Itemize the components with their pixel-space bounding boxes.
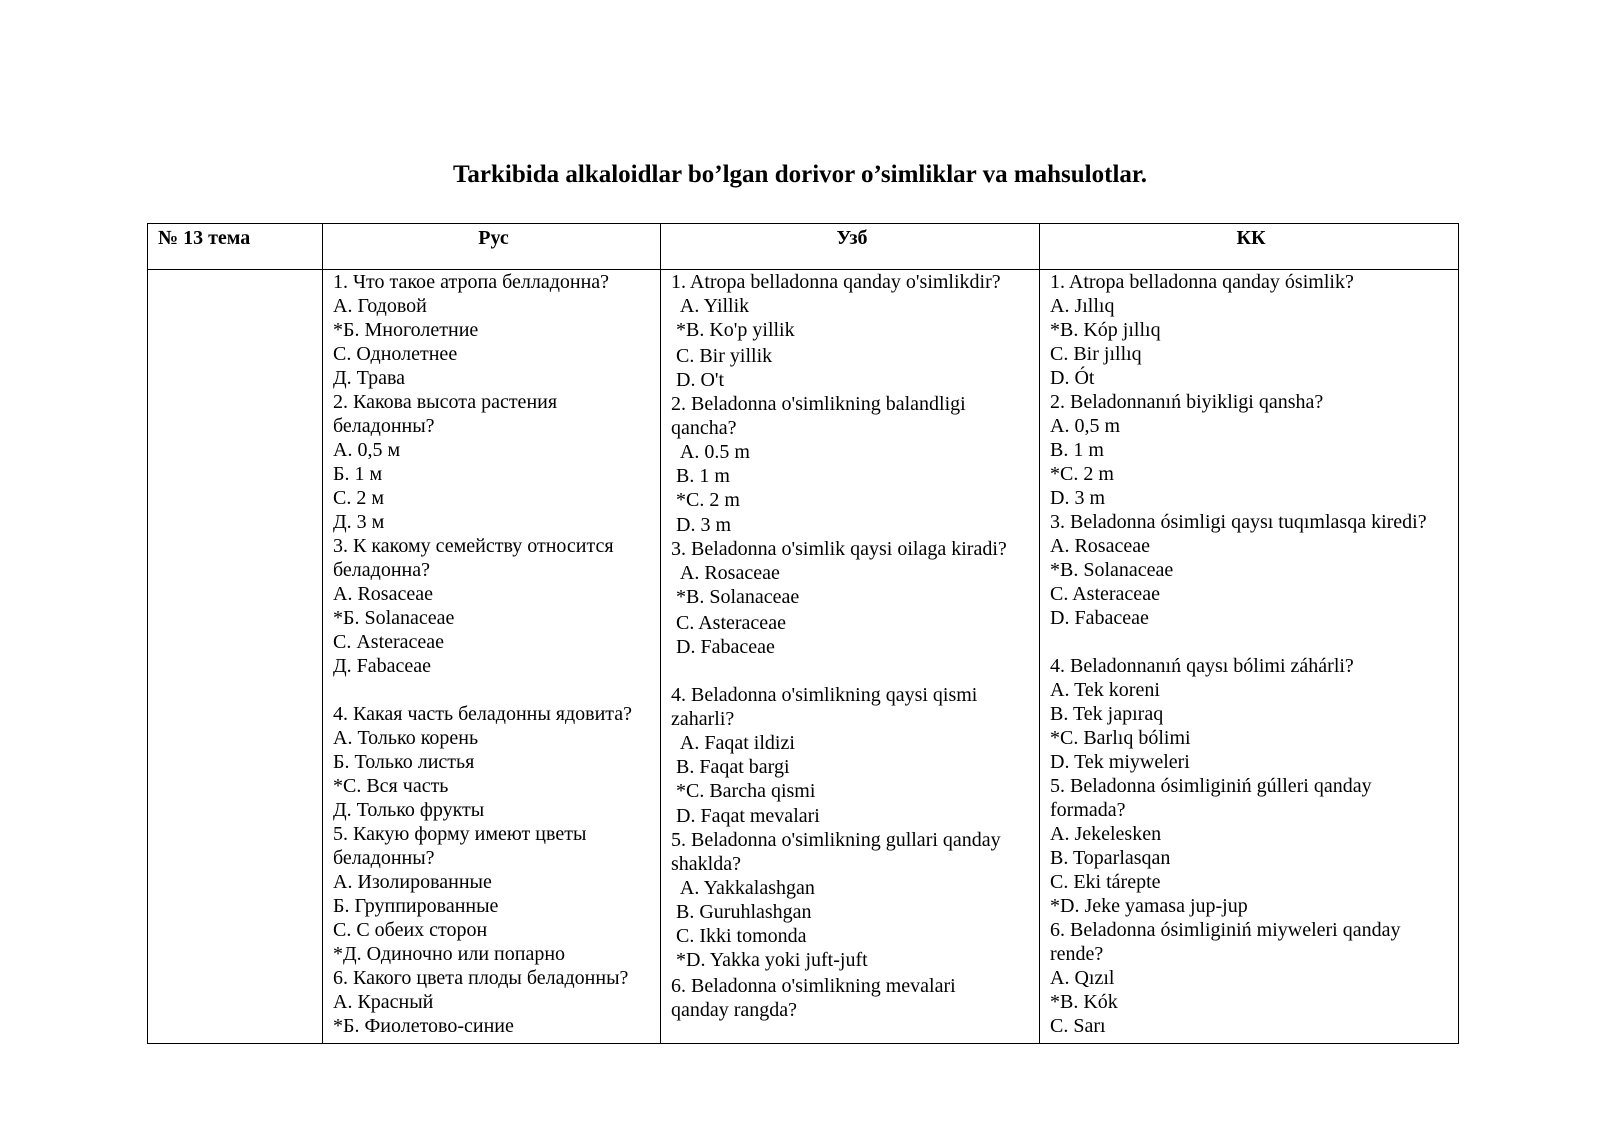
answer-option: Д. Трава [333,367,406,389]
answer-option: B. Toparlasqan [1050,847,1171,869]
answer-option: A. Rosaceae [671,562,780,584]
question-line: 5. Beladonna ósimliginiń gúlleri qanday [1050,775,1372,797]
answer-option: *D. Jeke yamasa jup-jup [1050,895,1248,917]
answer-option: B. 1 m [671,464,730,487]
question-line: 2. Какова высота растения [333,391,558,413]
question-line: 5. Какую форму имеют цветы [333,823,587,845]
answer-option: B. Faqat bargi [671,755,790,778]
answer-option: A. Yillik [671,295,750,317]
question-line: 6. Beladonna o'simlikning mevalari [671,974,956,997]
answer-option: D. 3 m [671,514,731,536]
answer-option: А. 0,5 м [333,439,401,461]
blank-line [1050,630,1452,654]
question-line: 1. Atropa belladonna qanday ósimlik? [1050,271,1354,293]
answer-option: rende? [1050,943,1104,965]
answer-option: C. Eki tárepte [1050,871,1161,893]
question-line: 1. Что такое атропа белладонна? [333,271,610,293]
table-body-row [148,270,1459,1044]
table-header-row [148,224,1459,270]
answer-option: D. Tek miyweleri [1050,751,1190,773]
answer-option: C. Ikki tomonda [671,925,807,947]
answer-option: А. Изолированные [333,871,492,893]
kk-column-cell [1040,270,1459,1044]
answer-option: D. Fabaceae [1050,607,1149,629]
answer-option: *B. Kóp jıllıq [1050,319,1161,341]
answer-option: *C. 2 m [671,488,740,511]
answer-option: A. Jekelesken [1050,823,1162,845]
answer-option: A. 0,5 m [1050,415,1120,437]
question-line: 4. Какая часть беладонны ядовита? [333,703,633,725]
answer-option: A. 0.5 m [671,440,750,463]
answer-option: беладонны? [333,415,435,437]
answer-option: A. Jıllıq [1050,295,1115,317]
answer-option: *С. Вся часть [333,775,449,797]
answer-option: C. Bir yillik [671,344,773,367]
answer-option: А. Красный [333,991,434,1013]
answer-option: C. Asteraceae [671,611,786,634]
rus-question-list [333,270,654,1038]
answer-option: A. Faqat ildizi [671,731,795,754]
topic-cell [148,270,323,1044]
blank-line [333,678,654,702]
answer-option: D. Fabaceae [671,635,775,658]
questions-table [147,223,1459,1044]
answer-option: С. 2 м [333,487,384,509]
header-uzb: Узб [661,224,1040,270]
answer-option: B. Tek japıraq [1050,703,1164,725]
answer-option: *B. Solanaceae [671,586,800,608]
question-line: 6. Какого цвета плоды беладонны? [333,967,629,989]
blank-line [671,659,1033,683]
answer-option: *Б. Фиолетово-синие [333,1015,514,1037]
answer-option: Д. Только фрукты [333,799,485,821]
answer-option: formada? [1050,799,1126,821]
answer-option: Б. 1 м [333,463,383,485]
answer-option: zaharli? [671,707,735,730]
answer-option: B. Guruhlashgan [671,901,812,923]
answer-option: беладонна? [333,559,430,581]
answer-option: *B. Solanaceae [1050,559,1174,581]
answer-option: qancha? [671,416,737,439]
answer-option: *Б. Solanaceae [333,607,455,629]
uzb-question-list [671,270,1033,1022]
answer-option: A. Yakkalashgan [671,877,815,899]
header-kk: КК [1040,224,1459,270]
answer-option: C. Asteraceae [1050,583,1160,605]
answer-option: А. Только корень [333,727,479,749]
answer-option: qanday rangda? [671,998,798,1021]
answer-option: Б. Группированные [333,895,499,917]
answer-option: shaklda? [671,853,741,875]
rus-column-cell [323,270,661,1044]
answer-option: *C. 2 m [1050,463,1114,485]
answer-option: Д. 3 м [333,511,385,533]
answer-option: *C. Barlıq bólimi [1050,727,1191,749]
answer-option: A. Qızıl [1050,967,1115,989]
question-line: 2. Beladonnanıń biyikligi qansha? [1050,391,1324,413]
answer-option: *B. Ko'p yillik [671,319,795,341]
kk-question-list [1050,270,1452,1038]
question-line: 6. Beladonna ósimliginiń miyweleri qanday [1050,919,1401,941]
answer-option: D. O't [671,368,725,391]
answer-option: С. С обеих сторон [333,919,488,941]
answer-option: А. Rosaceae [333,583,433,605]
answer-option: *Д. Одиночно или попарно [333,943,566,965]
answer-option: B. 1 m [1050,439,1104,461]
uzb-column-cell [661,270,1040,1044]
answer-option: D. 3 m [1050,487,1105,509]
question-line: 2. Beladonna o'simlikning balandligi [671,392,966,415]
header-rus: Рус [323,224,661,270]
answer-option: *C. Barcha qismi [671,779,816,802]
question-line: 3. Beladonna ósimligi qaysı tuqımlasqa kiredi? [1050,511,1427,533]
answer-option: A. Rosaceae [1050,535,1150,557]
header-topic: № 13 тема [148,224,323,270]
answer-option: Д. Fabaceae [333,655,432,677]
question-line: 3. К какому семейству относится [333,535,614,557]
document-title: Tarkibida alkaloidlar bo’lgan dorivor o’simliklar va mahsulotlar. [453,161,1147,188]
answer-option: D. Ót [1050,367,1095,389]
question-line: 1. Atropa belladonna qanday o'simlikdir? [671,271,1001,293]
answer-option: *D. Yakka yoki juft-juft [671,949,868,971]
answer-option: Б. Только листья [333,751,475,773]
question-line: 4. Beladonna o'simlikning qaysi qismi [671,683,978,706]
answer-option: C. Bir jıllıq [1050,343,1142,365]
answer-option: С. Однолетнее [333,343,458,365]
answer-option: беладонны? [333,847,435,869]
answer-option: С. Asteraceae [333,631,445,653]
question-line: 5. Beladonna o'simlikning gullari qanday [671,829,1001,851]
answer-option: A. Tek koreni [1050,679,1160,701]
answer-option: D. Faqat mevalari [671,805,820,827]
question-line: 3. Beladonna o'simlik qaysi oilaga kiradi? [671,538,1007,560]
answer-option: *Б. Многолетние [333,319,479,341]
question-line: 4. Beladonnanıń qaysı bólimi záhárli? [1050,655,1354,677]
answer-option: А. Годовой [333,295,427,317]
answer-option: *B. Kók [1050,991,1118,1013]
answer-option: C. Sarı [1050,1015,1106,1037]
